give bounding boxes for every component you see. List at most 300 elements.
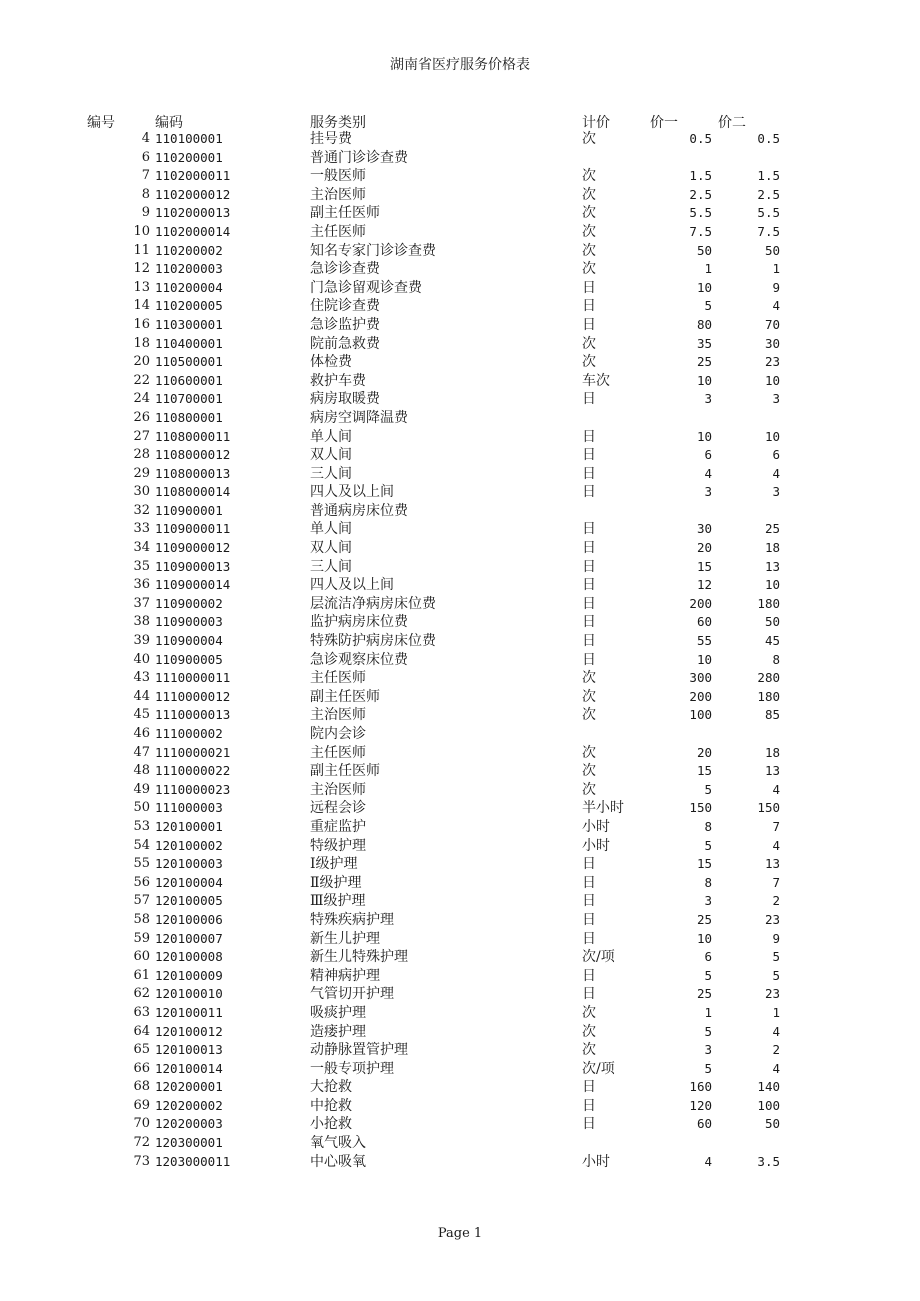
row-service-name: 双人间 — [310, 447, 352, 464]
row-service-name: 病房取暖费 — [310, 391, 380, 408]
row-unit: 日 — [582, 298, 596, 315]
row-price-1: 4 — [704, 465, 712, 481]
row-unit: 日 — [582, 279, 596, 296]
row-service-name: 急诊诊查费 — [310, 261, 380, 278]
row-price-2: 4 — [772, 781, 780, 797]
row-price-2: 6 — [772, 447, 780, 463]
row-price-2: 50 — [764, 242, 780, 258]
row-price-1: 8 — [704, 818, 712, 834]
row-service-name: 院前急救费 — [310, 335, 380, 352]
row-service-name: 急诊观察床位费 — [310, 651, 408, 668]
row-price-1: 12 — [696, 577, 712, 593]
row-price-1: 4 — [704, 1153, 712, 1169]
table-header — [0, 112, 920, 130]
row-number: 48 — [133, 763, 150, 779]
row-number: 73 — [133, 1153, 150, 1169]
table-row — [0, 725, 920, 744]
row-price-1: 3 — [704, 484, 712, 500]
row-number: 13 — [133, 279, 150, 295]
table-row — [0, 706, 920, 725]
row-number: 57 — [133, 893, 150, 909]
row-service-name: 四人及以上间 — [310, 577, 394, 594]
row-number: 54 — [133, 837, 150, 853]
row-service-name: 一般医师 — [310, 168, 366, 185]
table-row — [0, 297, 920, 316]
row-unit: 日 — [582, 856, 596, 873]
row-price-1: 1 — [704, 1004, 712, 1020]
row-unit: 次 — [582, 670, 596, 687]
row-code: 120100002 — [155, 837, 223, 853]
row-code: 120100005 — [155, 893, 223, 909]
row-unit: 次/项 — [582, 1060, 615, 1077]
table-row — [0, 1153, 920, 1172]
row-price-1: 120 — [689, 1097, 712, 1113]
row-service-name: 特殊疾病护理 — [310, 911, 394, 928]
row-code: 1110000013 — [155, 707, 231, 723]
table-row — [0, 688, 920, 707]
row-number: 38 — [133, 614, 150, 630]
row-unit: 日 — [582, 986, 596, 1003]
row-code: 120100010 — [155, 986, 223, 1002]
row-service-name: 重症监护 — [310, 818, 366, 835]
table-row — [0, 1078, 920, 1097]
row-number: 66 — [133, 1060, 150, 1076]
row-service-name: 住院诊查费 — [310, 298, 380, 315]
row-service-name: 院内会诊 — [310, 726, 366, 742]
row-code: 120100014 — [155, 1060, 223, 1076]
row-number: 29 — [133, 465, 150, 481]
row-code: 110600001 — [155, 372, 223, 388]
row-number: 9 — [141, 205, 150, 221]
row-service-name: 主治医师 — [310, 781, 366, 798]
header-name: 服务类别 — [310, 115, 366, 131]
row-price-1: 5 — [704, 837, 712, 853]
row-code: 120300001 — [155, 1135, 223, 1151]
row-code: 1110000023 — [155, 781, 231, 797]
row-price-2: 4 — [772, 298, 780, 314]
row-price-2: 25 — [764, 521, 780, 537]
row-number: 72 — [133, 1135, 150, 1151]
table-row — [0, 483, 920, 502]
page-title: 湖南省医疗服务价格表 — [390, 57, 530, 73]
row-price-1: 25 — [696, 354, 712, 370]
row-code: 1109000011 — [155, 521, 231, 537]
row-unit: 日 — [582, 484, 596, 501]
row-code: 110300001 — [155, 316, 223, 332]
row-price-2: 4 — [772, 837, 780, 853]
row-price-2: 10 — [764, 577, 780, 593]
row-number: 45 — [133, 707, 150, 723]
row-code: 110200002 — [155, 242, 223, 258]
table-row — [0, 613, 920, 632]
row-unit: 次/项 — [582, 949, 615, 966]
row-price-2: 50 — [764, 614, 780, 630]
row-price-1: 8 — [704, 874, 712, 890]
row-number: 37 — [133, 595, 150, 611]
row-number: 20 — [133, 354, 150, 370]
row-code: 110900002 — [155, 595, 223, 611]
row-price-1: 60 — [696, 614, 712, 630]
table-row — [0, 539, 920, 558]
table-row — [0, 558, 920, 577]
row-unit: 日 — [582, 428, 596, 445]
row-number: 33 — [133, 521, 150, 537]
row-unit: 日 — [582, 521, 596, 538]
row-number: 11 — [133, 242, 150, 258]
row-code: 110900001 — [155, 502, 223, 518]
row-unit: 日 — [582, 447, 596, 464]
row-price-2: 2 — [772, 893, 780, 909]
row-price-1: 15 — [696, 763, 712, 779]
row-price-2: 23 — [764, 354, 780, 370]
row-service-name: 中心吸氧 — [310, 1153, 366, 1170]
table-row — [0, 855, 920, 874]
table-row — [0, 1060, 920, 1079]
row-price-1: 15 — [696, 856, 712, 872]
row-code: 1203000011 — [155, 1153, 231, 1169]
row-price-1: 1.5 — [689, 168, 712, 184]
table-row — [0, 428, 920, 447]
row-service-name: 特级护理 — [310, 837, 366, 854]
page-number: Page 1 — [437, 1226, 483, 1241]
row-unit: 日 — [582, 577, 596, 594]
row-number: 55 — [133, 856, 150, 872]
row-number: 61 — [133, 967, 150, 983]
row-price-2: 8 — [772, 651, 780, 667]
table-row — [0, 1097, 920, 1116]
row-code: 110200001 — [155, 149, 223, 165]
row-number: 62 — [133, 986, 150, 1002]
row-unit: 次 — [582, 223, 596, 240]
table-row — [0, 167, 920, 186]
row-number: 34 — [133, 540, 150, 556]
row-code: 110900005 — [155, 651, 223, 667]
table-row — [0, 502, 920, 521]
row-unit: 日 — [582, 1079, 596, 1096]
row-price-1: 25 — [696, 911, 712, 927]
row-price-1: 55 — [696, 633, 712, 649]
row-price-1: 80 — [696, 316, 712, 332]
row-code: 110900004 — [155, 633, 223, 649]
row-number: 70 — [133, 1116, 150, 1132]
row-unit: 日 — [582, 874, 596, 891]
row-code: 120100013 — [155, 1042, 223, 1058]
row-price-1: 100 — [689, 707, 712, 723]
row-code: 1109000014 — [155, 577, 231, 593]
row-code: 120100006 — [155, 911, 223, 927]
header-price-2: 价二 — [718, 115, 746, 131]
row-price-2: 45 — [764, 633, 780, 649]
row-price-2: 70 — [764, 316, 780, 332]
row-service-name: 双人间 — [310, 540, 352, 557]
table-row — [0, 930, 920, 949]
row-price-2: 1 — [772, 1004, 780, 1020]
header-unit: 计价 — [582, 115, 610, 131]
table-row — [0, 390, 920, 409]
row-price-2: 18 — [764, 744, 780, 760]
row-service-name: 三人间 — [310, 558, 352, 575]
row-service-name: Ⅰ级护理 — [310, 856, 358, 873]
row-price-2: 9 — [772, 279, 780, 295]
row-service-name: 单人间 — [310, 428, 352, 445]
row-code: 110200003 — [155, 261, 223, 277]
row-unit: 次 — [582, 205, 596, 222]
row-number: 27 — [133, 428, 150, 444]
row-number: 46 — [133, 726, 150, 741]
row-unit: 次 — [582, 186, 596, 203]
row-number: 53 — [133, 818, 150, 834]
row-number: 22 — [133, 372, 150, 388]
row-unit: 次 — [582, 1004, 596, 1021]
row-number: 63 — [133, 1004, 150, 1020]
row-price-2: 3 — [772, 391, 780, 407]
row-code: 120100009 — [155, 967, 223, 983]
row-unit: 日 — [582, 633, 596, 650]
row-unit: 次 — [582, 242, 596, 259]
row-price-1: 15 — [696, 558, 712, 574]
row-price-2: 23 — [764, 986, 780, 1002]
row-number: 16 — [133, 316, 150, 332]
row-price-2: 0.5 — [757, 131, 780, 146]
row-number: 44 — [133, 688, 150, 704]
table-row — [0, 335, 920, 354]
row-code: 120100004 — [155, 874, 223, 890]
row-service-name: 小抢救 — [310, 1116, 352, 1133]
row-price-2: 140 — [757, 1079, 780, 1095]
row-service-name: 普通病房床位费 — [310, 502, 408, 519]
row-unit: 日 — [582, 911, 596, 928]
table-row — [0, 1134, 920, 1153]
row-code: 1102000014 — [155, 223, 231, 239]
row-price-1: 5 — [704, 1023, 712, 1039]
row-code: 110500001 — [155, 354, 223, 370]
row-price-1: 6 — [704, 447, 712, 463]
row-price-2: 18 — [764, 540, 780, 556]
row-unit: 车次 — [582, 372, 610, 389]
row-service-name: 门急诊留观诊查费 — [310, 279, 422, 296]
table-row — [0, 149, 920, 168]
row-price-1: 150 — [689, 800, 712, 816]
table-row — [0, 465, 920, 484]
row-price-1: 50 — [696, 242, 712, 258]
row-service-name: 三人间 — [310, 465, 352, 482]
row-service-name: 副主任医师 — [310, 205, 380, 222]
row-price-1: 30 — [696, 521, 712, 537]
table-row — [0, 744, 920, 763]
row-code: 1108000014 — [155, 484, 231, 500]
row-code: 1110000021 — [155, 744, 231, 760]
table-row — [0, 874, 920, 893]
row-code: 1102000013 — [155, 205, 231, 221]
row-service-name: 主任医师 — [310, 223, 366, 240]
row-price-2: 100 — [757, 1097, 780, 1113]
row-service-name: 层流洁净病房床位费 — [310, 595, 436, 612]
row-service-name: 主任医师 — [310, 670, 366, 687]
row-price-2: 180 — [757, 688, 780, 704]
row-number: 28 — [133, 447, 150, 463]
header-no: 编号 — [87, 115, 115, 131]
row-service-name: 氧气吸入 — [310, 1135, 366, 1152]
row-price-2: 10 — [764, 372, 780, 388]
row-unit: 次 — [582, 763, 596, 780]
row-service-name: 救护车费 — [310, 372, 366, 389]
row-service-name: 特殊防护病房床位费 — [310, 633, 436, 650]
table-row — [0, 799, 920, 818]
row-price-1: 60 — [696, 1116, 712, 1132]
row-service-name: 病房空调降温费 — [310, 409, 408, 426]
row-price-1: 0.5 — [689, 131, 712, 146]
row-price-2: 3 — [772, 484, 780, 500]
row-number: 59 — [133, 930, 150, 946]
row-price-1: 20 — [696, 744, 712, 760]
row-service-name: 大抢救 — [310, 1079, 352, 1096]
row-price-1: 2.5 — [689, 186, 712, 202]
row-price-2: 7.5 — [757, 223, 780, 239]
row-unit: 日 — [582, 1097, 596, 1114]
row-price-1: 5 — [704, 298, 712, 314]
row-number: 60 — [133, 949, 150, 965]
row-price-2: 5 — [772, 967, 780, 983]
row-code: 110100001 — [155, 131, 223, 146]
table-row — [0, 781, 920, 800]
table-row — [0, 279, 920, 298]
row-price-1: 3 — [704, 391, 712, 407]
table-row — [0, 130, 920, 149]
table-row — [0, 967, 920, 986]
row-number: 12 — [133, 261, 150, 277]
row-price-2: 4 — [772, 1060, 780, 1076]
row-service-name: 精神病护理 — [310, 967, 380, 984]
row-number: 56 — [133, 874, 150, 890]
row-number: 6 — [141, 149, 150, 165]
table-row — [0, 651, 920, 670]
row-number: 18 — [133, 335, 150, 351]
row-service-name: 体检费 — [310, 354, 352, 371]
row-price-1: 5 — [704, 967, 712, 983]
row-unit: 次 — [582, 1023, 596, 1040]
table-row — [0, 632, 920, 651]
row-code: 110200004 — [155, 279, 223, 295]
row-code: 1110000011 — [155, 670, 231, 686]
row-service-name: 吸痰护理 — [310, 1004, 366, 1021]
table-row — [0, 372, 920, 391]
row-unit: 日 — [582, 930, 596, 947]
row-unit: 次 — [582, 688, 596, 705]
row-price-1: 20 — [696, 540, 712, 556]
row-price-2: 13 — [764, 558, 780, 574]
row-code: 120200001 — [155, 1079, 223, 1095]
row-service-name: Ⅲ级护理 — [310, 893, 366, 910]
row-price-1: 3 — [704, 893, 712, 909]
table-row — [0, 762, 920, 781]
row-service-name: 主治医师 — [310, 707, 366, 724]
row-price-1: 5 — [704, 1060, 712, 1076]
table-row — [0, 892, 920, 911]
row-price-2: 7 — [772, 818, 780, 834]
row-unit: 日 — [582, 893, 596, 910]
row-number: 10 — [133, 223, 150, 239]
row-number: 8 — [141, 186, 150, 202]
row-price-2: 3.5 — [757, 1153, 780, 1169]
row-unit: 日 — [582, 1116, 596, 1133]
row-unit: 日 — [582, 651, 596, 668]
row-unit: 次 — [582, 707, 596, 724]
row-number: 30 — [133, 484, 150, 500]
row-code: 120200003 — [155, 1116, 223, 1132]
row-price-2: 13 — [764, 763, 780, 779]
row-price-1: 3 — [704, 1042, 712, 1058]
row-service-name: 中抢救 — [310, 1097, 352, 1114]
row-unit: 日 — [582, 595, 596, 612]
row-price-1: 6 — [704, 949, 712, 965]
row-service-name: 气管切开护理 — [310, 986, 394, 1003]
row-price-1: 200 — [689, 595, 712, 611]
row-unit: 日 — [582, 614, 596, 631]
row-price-2: 5.5 — [757, 205, 780, 221]
row-price-2: 4 — [772, 1023, 780, 1039]
row-number: 68 — [133, 1079, 150, 1095]
row-service-name: 副主任医师 — [310, 763, 380, 780]
table-row — [0, 520, 920, 539]
table-row — [0, 260, 920, 279]
row-service-name: 造瘘护理 — [310, 1023, 366, 1040]
row-code: 1108000013 — [155, 465, 231, 481]
row-number: 58 — [133, 911, 150, 927]
row-unit: 次 — [582, 781, 596, 798]
row-code: 120100007 — [155, 930, 223, 946]
row-unit: 次 — [582, 261, 596, 278]
row-unit: 小时 — [582, 837, 610, 854]
table-row — [0, 242, 920, 261]
row-code: 1109000012 — [155, 540, 231, 556]
row-price-1: 10 — [696, 428, 712, 444]
row-price-2: 280 — [757, 670, 780, 686]
row-number: 7 — [141, 168, 150, 184]
row-code: 110200005 — [155, 298, 223, 314]
row-price-2: 150 — [757, 800, 780, 816]
row-number: 36 — [133, 577, 150, 593]
row-code: 111000003 — [155, 800, 223, 816]
row-price-2: 180 — [757, 595, 780, 611]
table-row — [0, 446, 920, 465]
table-row — [0, 818, 920, 837]
row-code: 120200002 — [155, 1097, 223, 1113]
row-code: 1108000011 — [155, 428, 231, 444]
table-row — [0, 1023, 920, 1042]
table-row — [0, 669, 920, 688]
row-service-name: 主治医师 — [310, 186, 366, 203]
table-row — [0, 985, 920, 1004]
row-price-1: 1 — [704, 261, 712, 277]
row-service-name: 副主任医师 — [310, 688, 380, 705]
row-number: 40 — [133, 651, 150, 667]
row-price-2: 50 — [764, 1116, 780, 1132]
row-price-2: 9 — [772, 930, 780, 946]
row-number: 50 — [133, 800, 150, 816]
row-service-name: 急诊监护费 — [310, 316, 380, 333]
row-price-2: 2 — [772, 1042, 780, 1058]
row-price-1: 200 — [689, 688, 712, 704]
row-service-name: 普通门诊诊查费 — [310, 149, 408, 166]
table-row — [0, 353, 920, 372]
row-code: 1102000012 — [155, 186, 231, 202]
row-number: 43 — [133, 670, 150, 686]
header-code: 编码 — [155, 115, 183, 131]
row-number: 49 — [133, 781, 150, 797]
row-unit: 次 — [582, 1042, 596, 1059]
row-number: 64 — [133, 1023, 150, 1039]
table-row — [0, 409, 920, 428]
